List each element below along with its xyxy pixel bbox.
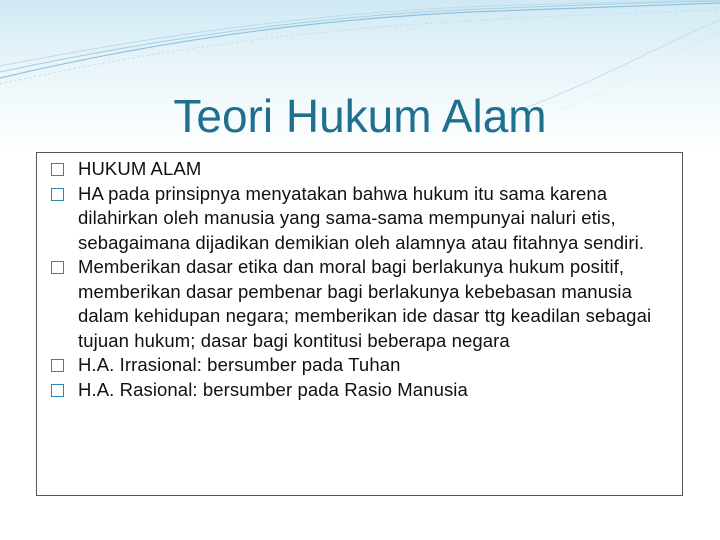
square-bullet-icon [51,188,64,201]
bullet-item [51,353,671,378]
bullet-text: HUKUM ALAM [78,158,202,179]
page-title: Teori Hukum Alam [173,90,547,142]
square-bullet-icon [51,261,64,274]
square-bullet-icon [51,359,64,372]
square-bullet-icon [51,384,64,397]
square-bullet-icon [51,163,64,176]
bullet-item [51,157,671,182]
bullet-item [51,182,671,256]
content-box [36,152,683,496]
bullet-text: HA pada prinsipnya menyatakan bahwa hukum itu sama karena dilahirkan oleh manusia yang sama-sama mempunyai naluri etis, sebagaimana dijadikan demikian oleh alamnya atau fitahnya sendiri. [78,182,645,253]
bullet-item [51,378,671,403]
bullet-text: H.A. Rasional: bersumber pada Rasio Manusia [78,378,468,400]
bullet-list [51,157,671,402]
bullet-text: H.A. Irrasional: bersumber pada Tuhan [78,354,401,375]
bullet-item [51,255,671,353]
bullet-text: Memberikan dasar etika dan moral bagi berlakunya hukum positif, memberikan dasar pembenar bagi berlakunya kebebasan manusia dalam kehidupan negara; memberikan ide dasar ttg keadilan sebagai tujuan hukum; dasar bagi kontitusi beberapa negara [78,256,652,351]
